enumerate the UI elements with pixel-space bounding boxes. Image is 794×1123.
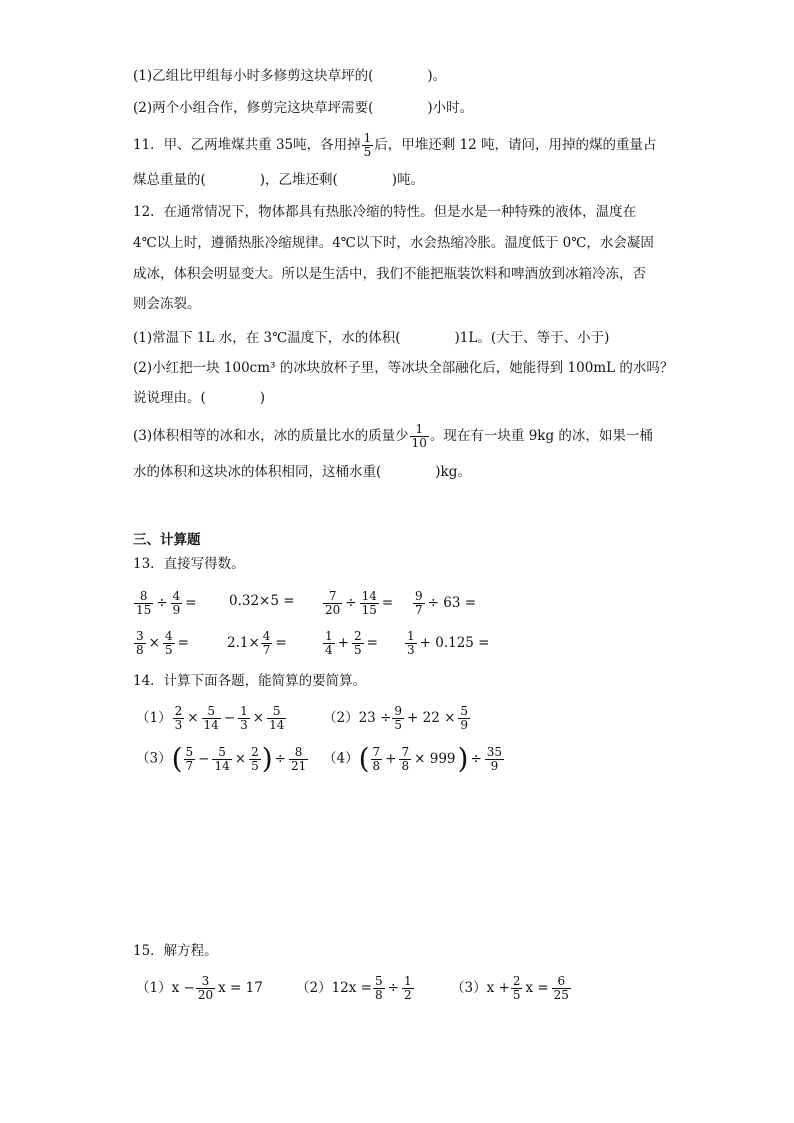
q13-expr5: $\frac{3}{8}$ × $\frac{4}{5}$ = xyxy=(136,629,189,657)
q14-problem4: （4）( $\frac{7}{8}$ + $\frac{7}{8}$ × 999) ÷ $\frac{35}{9}$ xyxy=(323,742,503,775)
q12-sub3-line1: (3)体积相等的冰和水，冰的质量比水的质量少 $\frac{1}{10}$ 。现在有一块重 9kg 的冰，如果一桶 xyxy=(133,422,653,450)
q15-equation3: （3）x + $\frac{2}{5}$ x = $\frac{6}{25}$ xyxy=(451,974,569,1002)
q12-line3: 成冰，体积会明显变大。所以是生活中，我们不能把瓶装饮料和啤酒放到冰箱冷冻，否 xyxy=(133,266,646,282)
q10-part2: (2)两个小组合作，修剪完这块草坪需要( )小时。 xyxy=(133,100,474,116)
q12-line2: 4℃以上时，遵循热胀冷缩规律。4℃以下时，水会热缩冷胀。温度低于 0℃，水会凝固 xyxy=(133,235,654,251)
q12-fraction: $\frac{1}{10}$ xyxy=(411,422,427,450)
q15-title: 15．解方程。 xyxy=(133,943,218,959)
q13-expr3: $\frac{7}{20}$ ÷ $\frac{14}{15}$ = xyxy=(325,589,394,617)
q14-title: 14．计算下面各题，能简算的要简算。 xyxy=(133,673,367,689)
q11-line1 xyxy=(133,132,657,159)
q11-fraction: $\frac{1}{5}$ xyxy=(363,131,372,159)
q12-line1: 12．在通常情况下，物体都具有热胀冷缩的特性。但是水是一种特殊的液体，温度在 xyxy=(133,204,637,220)
q13-expr8: $\frac{1}{3}$ + 0.125 = xyxy=(407,629,490,657)
q12-line4: 则会冻裂。 xyxy=(133,296,201,312)
q10-part1: (1)乙组比甲组每小时多修剪这块草坪的( )。 xyxy=(133,68,447,84)
q15-equation1: （1）x − $\frac{3}{20}$ x = 17 xyxy=(136,974,263,1002)
q14-problem2: （2）23 ÷ $\frac{9}{5}$ + 22 × $\frac{5}{9}$ xyxy=(323,704,469,732)
q14-problem1: （1） $\frac{2}{3}$ × $\frac{5}{14}$ − $\frac{1}{3}$ × $\frac{5}{14}$ xyxy=(136,704,285,732)
q13-expr4: $\frac{9}{7}$ ÷ 63 = xyxy=(415,589,477,617)
q13-expr2: 0.32×5 = xyxy=(229,593,295,609)
q13-expr1: $\frac{8}{15}$ ÷ $\frac{4}{9}$ = xyxy=(136,589,197,617)
q12-sub1: (1)常温下 1L 水，在 3℃温度下，水的体积( )1L。(大于、等于、小于) xyxy=(133,330,610,346)
q13-expr6: 2.1× $\frac{4}{7}$ = xyxy=(227,629,287,657)
q12-sub2: (2)小红把一块 100cm³ 的冰块放杯子里，等冰块全部融化后，她能得到 100mL 的水吗？ xyxy=(133,360,674,376)
q12-sub3-line2: 水的体积和这块冰的体积相同，这桶水重( )kg。 xyxy=(133,464,471,480)
q13-expr7: $\frac{1}{4}$ + $\frac{2}{5}$ = xyxy=(325,629,378,657)
q15-equation2: （2）12x = $\frac{5}{8}$ ÷ $\frac{1}{2}$ xyxy=(296,974,412,1002)
q13-title: 13．直接写得数。 xyxy=(133,556,245,572)
q11-text-a: 11．甲、乙两堆煤共重 35吨，各用掉 xyxy=(133,137,361,153)
q11-text-b: 后，甲堆还剩 12 吨，请问，用掉的煤的重量占 xyxy=(374,137,657,153)
section-heading: 三、计算题 xyxy=(133,532,201,548)
q11-line2: 煤总重量的( )，乙堆还剩( )吨。 xyxy=(133,172,425,188)
q14-problem3: （3）( $\frac{5}{7}$ − $\frac{5}{14}$ × $\frac{2}{5}$ ) ÷ $\frac{8}{21}$ xyxy=(136,742,307,775)
q12-sub2-reason: 说说理由。( ) xyxy=(133,390,266,406)
